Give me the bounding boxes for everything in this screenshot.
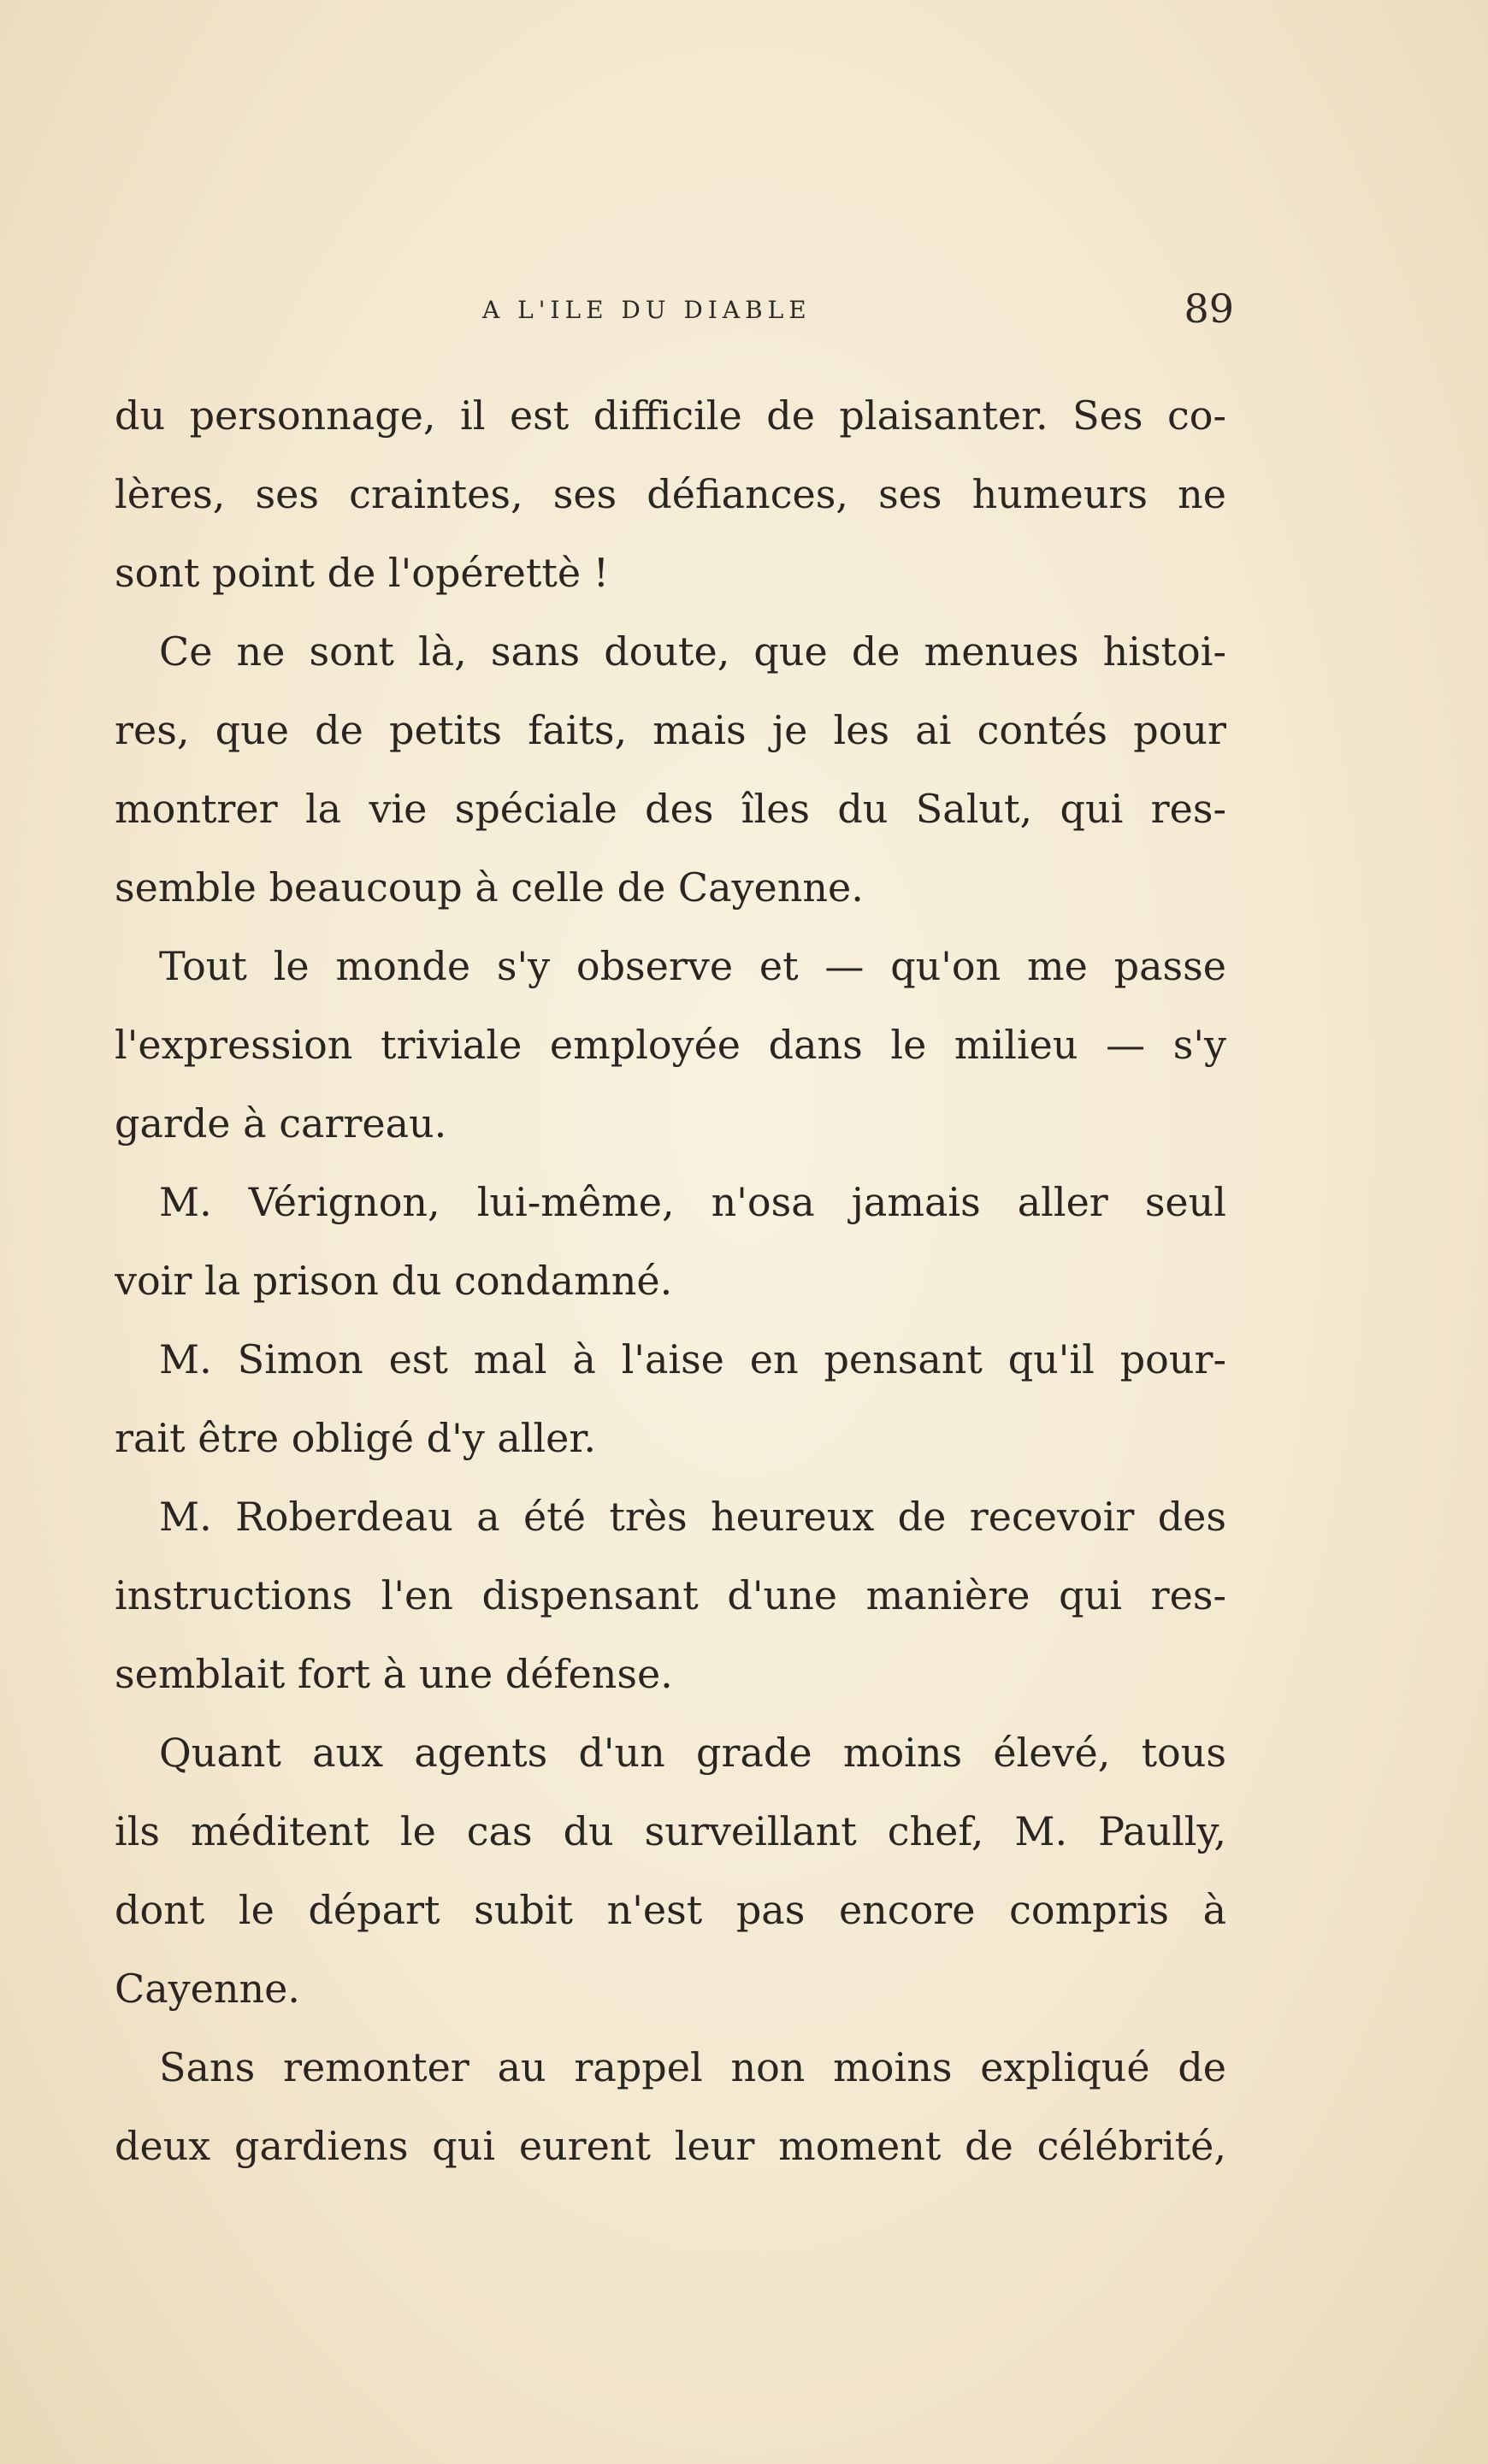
- text-line: Cayenne.: [115, 1966, 300, 2012]
- page-header: [115, 286, 1234, 340]
- body-text: [115, 376, 1226, 2185]
- text-line: instructions l'en dispensant d'une manière qui res-: [115, 1572, 1226, 1618]
- text-line: garde à carreau.: [115, 1100, 447, 1147]
- text-line: M. Simon est mal à l'aise en pensant qu'il pour-: [159, 1336, 1226, 1382]
- text-line: rait être obligé d'y aller.: [115, 1415, 596, 1461]
- page-number: 89: [1184, 286, 1234, 332]
- text-line: montrer la vie spéciale des îles du Salut, qui res-: [115, 786, 1226, 832]
- text-line: deux gardiens qui eurent leur moment de célébrité,: [115, 2123, 1226, 2169]
- text-line: Quant aux agents d'un grade moins élevé, tous: [159, 1730, 1226, 1776]
- text-line: semble beaucoup à celle de Cayenne.: [115, 864, 864, 911]
- text-line: l'expression triviale employée dans le milieu — s'y: [115, 1022, 1226, 1068]
- text-line: ils méditent le cas du surveillant chef, M. Paully,: [115, 1808, 1226, 1854]
- text-line: M. Roberdeau a été très heureux de recevoir des: [159, 1494, 1226, 1540]
- text-line: Tout le monde s'y observe et — qu'on me passe: [159, 943, 1226, 989]
- text-line: res, que de petits faits, mais je les ai contés pour: [115, 707, 1226, 753]
- running-title: A L'ILE DU DIABLE: [482, 296, 812, 324]
- text-line: dont le départ subit n'est pas encore compris à: [115, 1887, 1226, 1933]
- text-line: semblait fort à une défense.: [115, 1651, 673, 1697]
- text-line: Sans remonter au rappel non moins expliqué de: [159, 2044, 1226, 2090]
- text-line: lères, ses craintes, ses défiances, ses humeurs ne: [115, 471, 1226, 517]
- text-line: voir la prison du condamné.: [115, 1258, 673, 1304]
- text-line: M. Vérignon, lui-même, n'osa jamais aller seul: [159, 1179, 1226, 1225]
- text-line: sont point de l'opérettè !: [115, 550, 610, 596]
- text-line: Ce ne sont là, sans doute, que de menues histoi-: [159, 628, 1226, 675]
- text-line: du personnage, il est difficile de plaisanter. Ses co-: [115, 392, 1226, 439]
